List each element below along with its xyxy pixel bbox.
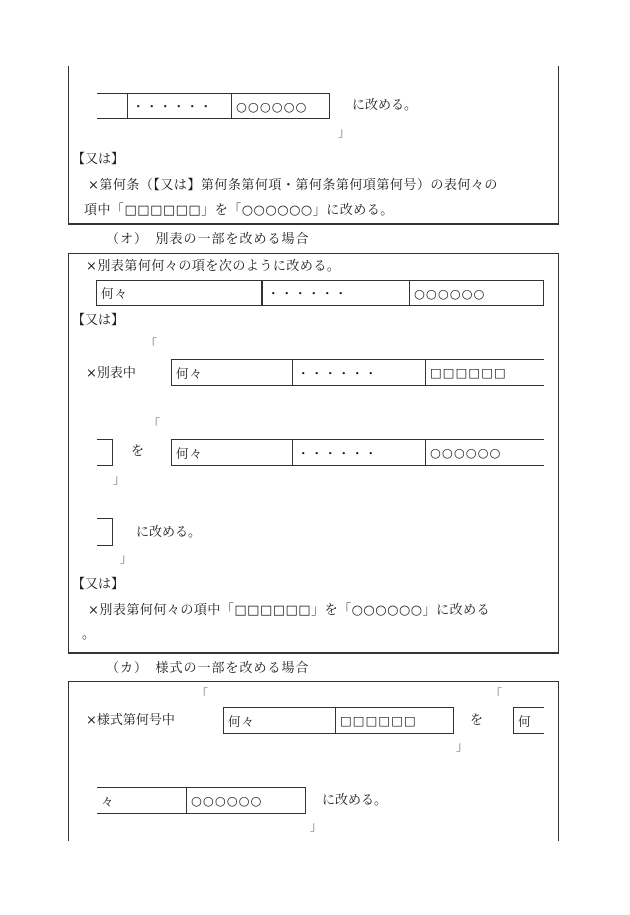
section3-row2-cell-2: ○○○○○○: [186, 787, 306, 814]
section3-row1-cell-1: 何々: [223, 707, 336, 734]
section2-alt-line1: ×別表第何何々の項中「□□□□□□」を「○○○○○○」に改める: [88, 603, 491, 618]
section2-row3-cell-3: ○○○○○○: [425, 439, 544, 466]
section2-row2-cell-2: ・・・・・・: [292, 359, 426, 386]
section2-row2-cell-1: 何々: [171, 359, 293, 386]
section3-cut-cell: 何: [513, 707, 544, 734]
section3-heading: （カ） 様式の一部を改める場合: [106, 661, 310, 676]
section2-close-bracket1: 」: [113, 472, 126, 486]
section3-open-bracket1: 「: [196, 687, 209, 701]
section1-cell-2: ・・・・・・: [127, 93, 232, 119]
section3-close-bracket2: 」: [310, 819, 323, 833]
section2-open-bracket: 「: [145, 337, 158, 351]
section2-prefix: ×別表中: [86, 366, 136, 381]
section2-partial-cell2: [97, 518, 113, 546]
section3-open-bracket2: 「: [490, 687, 503, 701]
section2-open-bracket2: 「: [148, 417, 161, 431]
section2-row1-cell-3: ○○○○○○: [409, 280, 544, 306]
section2-row1-cell-2: ・・・・・・: [262, 280, 410, 306]
section2-close-bracket2: 」: [120, 551, 133, 565]
section2-row3-cell-2: ・・・・・・: [292, 439, 426, 466]
section3-close-bracket1: 」: [456, 739, 469, 753]
section2-wo: を: [131, 444, 145, 459]
section2-line1: ×別表第何何々の項を次のように改める。: [86, 259, 341, 274]
section2-heading: （オ） 別表の一部を改める場合: [106, 232, 310, 247]
section3-row1-cell-2: □□□□□□: [335, 707, 454, 734]
section2-alt-line2: 。: [82, 627, 96, 642]
section2-partial-cell1: [97, 439, 113, 466]
section1-close-bracket: 」: [338, 125, 351, 139]
section2-row3-cell-1: 何々: [171, 439, 293, 466]
section2-alt-label2: 【又は】: [72, 577, 125, 592]
section2-suffix: に改める。: [136, 525, 202, 540]
section2-row2-cell-3: □□□□□□: [425, 359, 544, 386]
section1-cell-3: ○○○○○○: [231, 93, 330, 119]
section1-alt-label: 【又は】: [72, 152, 125, 167]
section2-row1-cell-1: 何々: [96, 280, 262, 306]
section3-row2-cell-1: 々: [97, 787, 187, 814]
section2-alt-label: 【又は】: [72, 313, 125, 328]
section1-alt-line2: 項中「□□□□□□」を「○○○○○○」に改める。: [84, 203, 394, 218]
section1-cell-1: [97, 93, 128, 119]
section1-alt-line1: ×第何条（【又は】第何条第何項・第何条第何項第何号）の表何々の: [88, 178, 498, 193]
section3-suffix: に改める。: [322, 793, 388, 808]
section3-wo: を: [470, 713, 484, 728]
section1-suffix: に改める。: [352, 98, 418, 113]
section3-prefix: ×様式第何号中: [86, 713, 175, 728]
